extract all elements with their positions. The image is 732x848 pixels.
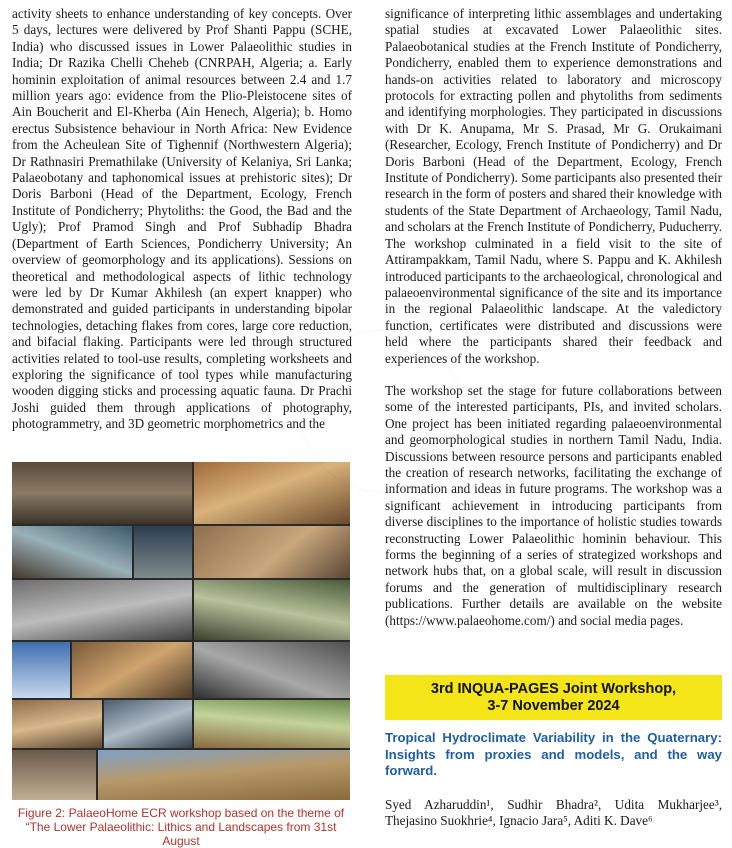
photo-site-trench [98,750,350,800]
photo-lab-session [194,526,350,578]
photo-presentation [134,526,192,578]
left-paragraph: activity sheets to enhance understanding of key concepts. Over 5 days, lectures were delivered by Prof Shanti Pappu (SCHE, India) who discussed issues in Lower Palaeolithic studies in India; Dr Razika Chelli Cheheb (CNRPAH, Algeria; a. Early hominin exploitation of animal resources between 2.4 and 1.7 million years ago: evidence from the Plio-Pleistocene sites of Ain Boucherit and El-Kherba (Ain Henech, Algeria); b. Homo erectus Subsistence behaviour in North Africa: New Evidence from the Acheulean Site of Tighennif (Northwestern Algeria); Dr Rathnasiri Premathilake (University of Kelaniya, Sri Lanka; Palaeobotany and taphonomical issues at prehistoric sites); Dr Doris Barboni (Head of the Department, Ecology, French Institute of Pondicherry; Phytoliths: the Good, the Bad and the Ugly); Prof Pramod Singh and Prof Subhadip Bhadra (Department of Earth Sciences, Pondicherry University; An overview of geomorphology and its applications). Sessions on theoretical and methodological aspects of lithic technology were led by Dr Kumar Akhilesh (an expert knapper) who demonstrated and guided participants in understanding bipolar technologies, detaching flakes from cores, large core reduction, and bifacial flaking. Participants were led through structured activities related to tool-use results, completing worksheets and exploring the significance of tool types while manufacturing wooden digging sticks and processing aquatic fauna. Dr Prachi Joshi guided them through applications of photography, photogrammetry, and 3D geometric morphometrics and the [12,6,352,432]
photo-lecture-hall [12,462,192,524]
photo-field-tools [12,700,102,748]
author-list: Syed Azharuddin¹, Sudhir Bhadra², Udita Mukharjee³, Thejasino Suokhrie⁴, Ignacio Jara⁵, Aditi K. Dave⁶ [385,797,722,829]
workshop-photo-collage [12,462,350,800]
photo-indoor-discussion [12,750,96,800]
photo-participants-row [194,642,350,698]
photo-seated-group [12,580,192,640]
workshop-banner [385,675,722,720]
right-column [385,6,722,629]
photo-poster-board [12,642,70,698]
banner-title: 3rd INQUA-PAGES Joint Workshop, [430,680,677,697]
photo-knapping-demo [72,642,192,698]
right-paragraph-1: significance of interpreting lithic assemblages and undertaking spatial studies at excavated Lower Palaeolithic sites. Palaeobotanical studies at the French Institute of Pondicherry, Pondicherry, enabled them to experience demonstrations and hands-on activities related to laboratory and microscopy protocols for extracting pollen and phytoliths from sediments and identifying morphologies. They participated in discussions with Dr K. Anupama, Mr S. Prasad, Mr G. Orukaimani (Researcher, Ecology, French Institute of Pondicherry) and Dr Doris Barboni (Head of the Department, Ecology, French Institute of Pondicherry). Some participants also presented their research in the form of posters and shared their knowledge with students of the State Department of Archaeology, Tamil Nadu, and scholars at the French Institute of Pondicherry, Puducherry. The workshop culminated in a field visit to the site of Attirampakkam, Tamil Nadu, where S. Pappu and K. Akhilesh introduced participants to the archaeological, chronological and palaeoenvironmental significance of the site and its importance in the regional Palaeolithic landscape. At the valedictory function, certificates were distributed and discussions were held where the participants shared their feedback and experiences of the workshop. [385,6,722,366]
article-subtitle: Tropical Hydroclimate Variability in the Quaternary: Insights from proxies and models, and the way forward. [385,730,722,778]
banner-dates: 3-7 November 2024 [487,697,620,714]
photo-lab-microscope [104,700,192,748]
left-column [12,6,352,433]
figure-caption: Figure 2: PalaeoHome ECR workshop based on the theme of “The Lower Palaeolithic: Lithics and Landscapes from 31st August [17,806,345,848]
photo-field-visit-group [194,700,350,748]
photo-classroom [12,526,132,578]
right-paragraph-2: The workshop set the stage for future collaborations between some of the interested participants, PIs, and invited scholars. One project has been initiated regarding palaeoenvironmental and geomorphological studies in northern Tamil Nadu, India. Discussions between resource persons and participants enabled the creation of research networks, facilitating the exchange of information and ideas in future programs. The workshop was a significant achievement in introducing participants from diverse disciplines to the importance of holistic studies towards reconstructing Lower Palaeolithic hominin behaviour. This forms the beginning of a series of strategized workshops and network hubs that, on a global scale, will result in discussion forums and the generation of multidisciplinary research publications. Further details are available on the website (https://www.palaeohome.com/) and social media pages. [385,382,722,628]
photo-poster-session [194,580,350,640]
